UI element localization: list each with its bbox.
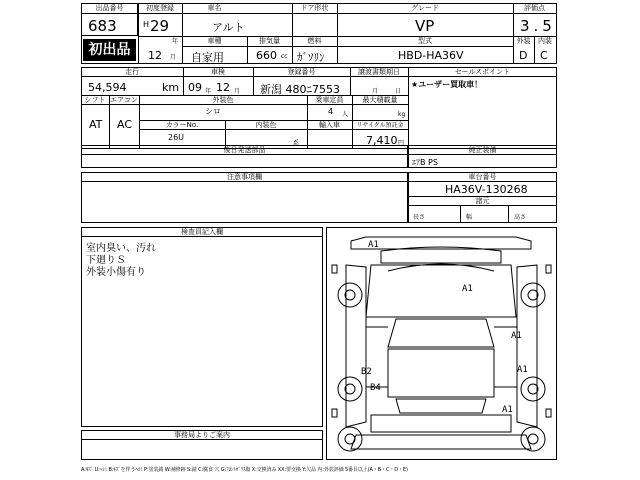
vehicle: 自家用 — [191, 51, 224, 64]
inspection-label: 車検 — [211, 68, 225, 76]
sales-point: ★ユーザー買取車！ — [411, 80, 483, 89]
score: 3.5 — [520, 17, 556, 35]
legend-footer: A:ｷｽﾞ U:ﾍｺﾐ B:ｷｽﾞを伴うﾍｺﾐ P:塗装錆 W:補修跡 S:錆 C:腐食 穴 G:ﾌﾛﾝﾄｶﾞﾗｽ傷 X:交換済み XX:要交換 Y:欠品 内:外装評価 5番目以上(A・B・C・D・E) — [81, 467, 408, 473]
lot-no-label: 出品番号 — [95, 4, 124, 12]
damage-mark-5: B4 — [370, 383, 381, 393]
grade-label: グレード — [411, 4, 439, 12]
sales-label: セールスポイント — [454, 68, 511, 76]
first-reg-label: 初度登録 — [146, 4, 174, 12]
grade: VP — [415, 17, 435, 35]
inspector-line-3: 外装小傷有り — [86, 267, 146, 278]
inspection-year: 09 — [188, 81, 202, 94]
reg-month: 12 — [148, 49, 162, 62]
damage-mark-4: B2 — [361, 367, 372, 377]
load-label: 最大積載量 — [362, 96, 398, 104]
row2-table — [81, 67, 557, 149]
ext-grade: D — [519, 49, 528, 62]
notes-label: 注意事項欄 — [227, 173, 262, 181]
mileage-label: 走行 — [125, 68, 139, 76]
capacity-label: 乗車定員 — [315, 96, 344, 104]
inspector-line-2: 下廻りＳ — [86, 255, 126, 266]
equip-label: 純正装備 — [468, 146, 497, 154]
office-label: 事務局よりご案内 — [174, 431, 230, 439]
fuel: ｶﾞｿﾘﾝ — [297, 51, 325, 64]
recycle-label: リサイクル預託金 — [356, 122, 404, 129]
color-no: 26U — [168, 133, 185, 142]
lot-no: 683 — [88, 17, 117, 35]
first-listing-badge: 初出品 — [83, 39, 136, 61]
ac: AC — [117, 118, 133, 131]
doc-label: 譲渡書類期日 — [358, 68, 400, 76]
inspector-label: 検査員記入欄 — [181, 228, 223, 236]
import-label: 輸入車 — [319, 121, 340, 129]
chassis-number: HA36V-130268 — [445, 183, 528, 196]
vehicle-label: 車種 — [207, 37, 222, 45]
chassis-label: 車台番号 — [468, 173, 497, 181]
int-color-label: 内装色 — [255, 121, 277, 129]
car-name-label: 車名 — [207, 4, 222, 12]
car-diagram — [326, 227, 557, 460]
era: H — [143, 20, 150, 29]
plate: 新潟 480ﾆ7553 — [260, 83, 340, 96]
model: HBD-HA36V — [398, 49, 464, 62]
color-no-label: カラーNo. — [165, 121, 199, 129]
dim-label: 諸元 — [475, 197, 490, 205]
ext-color-label: 外装色 — [212, 96, 234, 104]
mileage: 54,594 — [88, 81, 127, 94]
score-label: 評価点 — [524, 4, 545, 12]
damage-mark-6: A1 — [517, 365, 528, 375]
damage-mark-2: A1 — [462, 284, 473, 294]
shift: AT — [89, 118, 103, 131]
equip: ｴｱB PS — [412, 158, 438, 167]
car-name: アルト — [212, 21, 245, 34]
plate-label: 登録番号 — [287, 68, 316, 76]
reg-year: 29 — [150, 17, 170, 35]
fuel-label: 燃料 — [307, 37, 322, 45]
damage-mark-1: A1 — [368, 240, 379, 250]
shift-label: シフト — [84, 96, 106, 104]
model-label: 型式 — [418, 37, 432, 45]
ext-color: シロ — [205, 107, 221, 116]
damage-mark-3: A1 — [511, 331, 522, 341]
parts-label: 後日発送部品 — [223, 146, 266, 154]
damage-mark-7: A1 — [502, 405, 513, 415]
inspection-month: 12 — [216, 81, 230, 94]
inspector-line-1: 室内臭い、汚れ — [86, 243, 156, 254]
capacity: 4 — [328, 107, 334, 116]
displacement-label: 排気量 — [259, 37, 280, 45]
ac-label: エアコン — [110, 96, 138, 104]
door-label: ドア形状 — [300, 4, 329, 12]
recycle: 7,410 — [366, 134, 398, 147]
ext-label: 外装 — [516, 37, 531, 45]
int-grade: C — [540, 49, 548, 62]
int-label: 内装 — [538, 37, 552, 45]
displacement: 660 — [256, 49, 277, 62]
